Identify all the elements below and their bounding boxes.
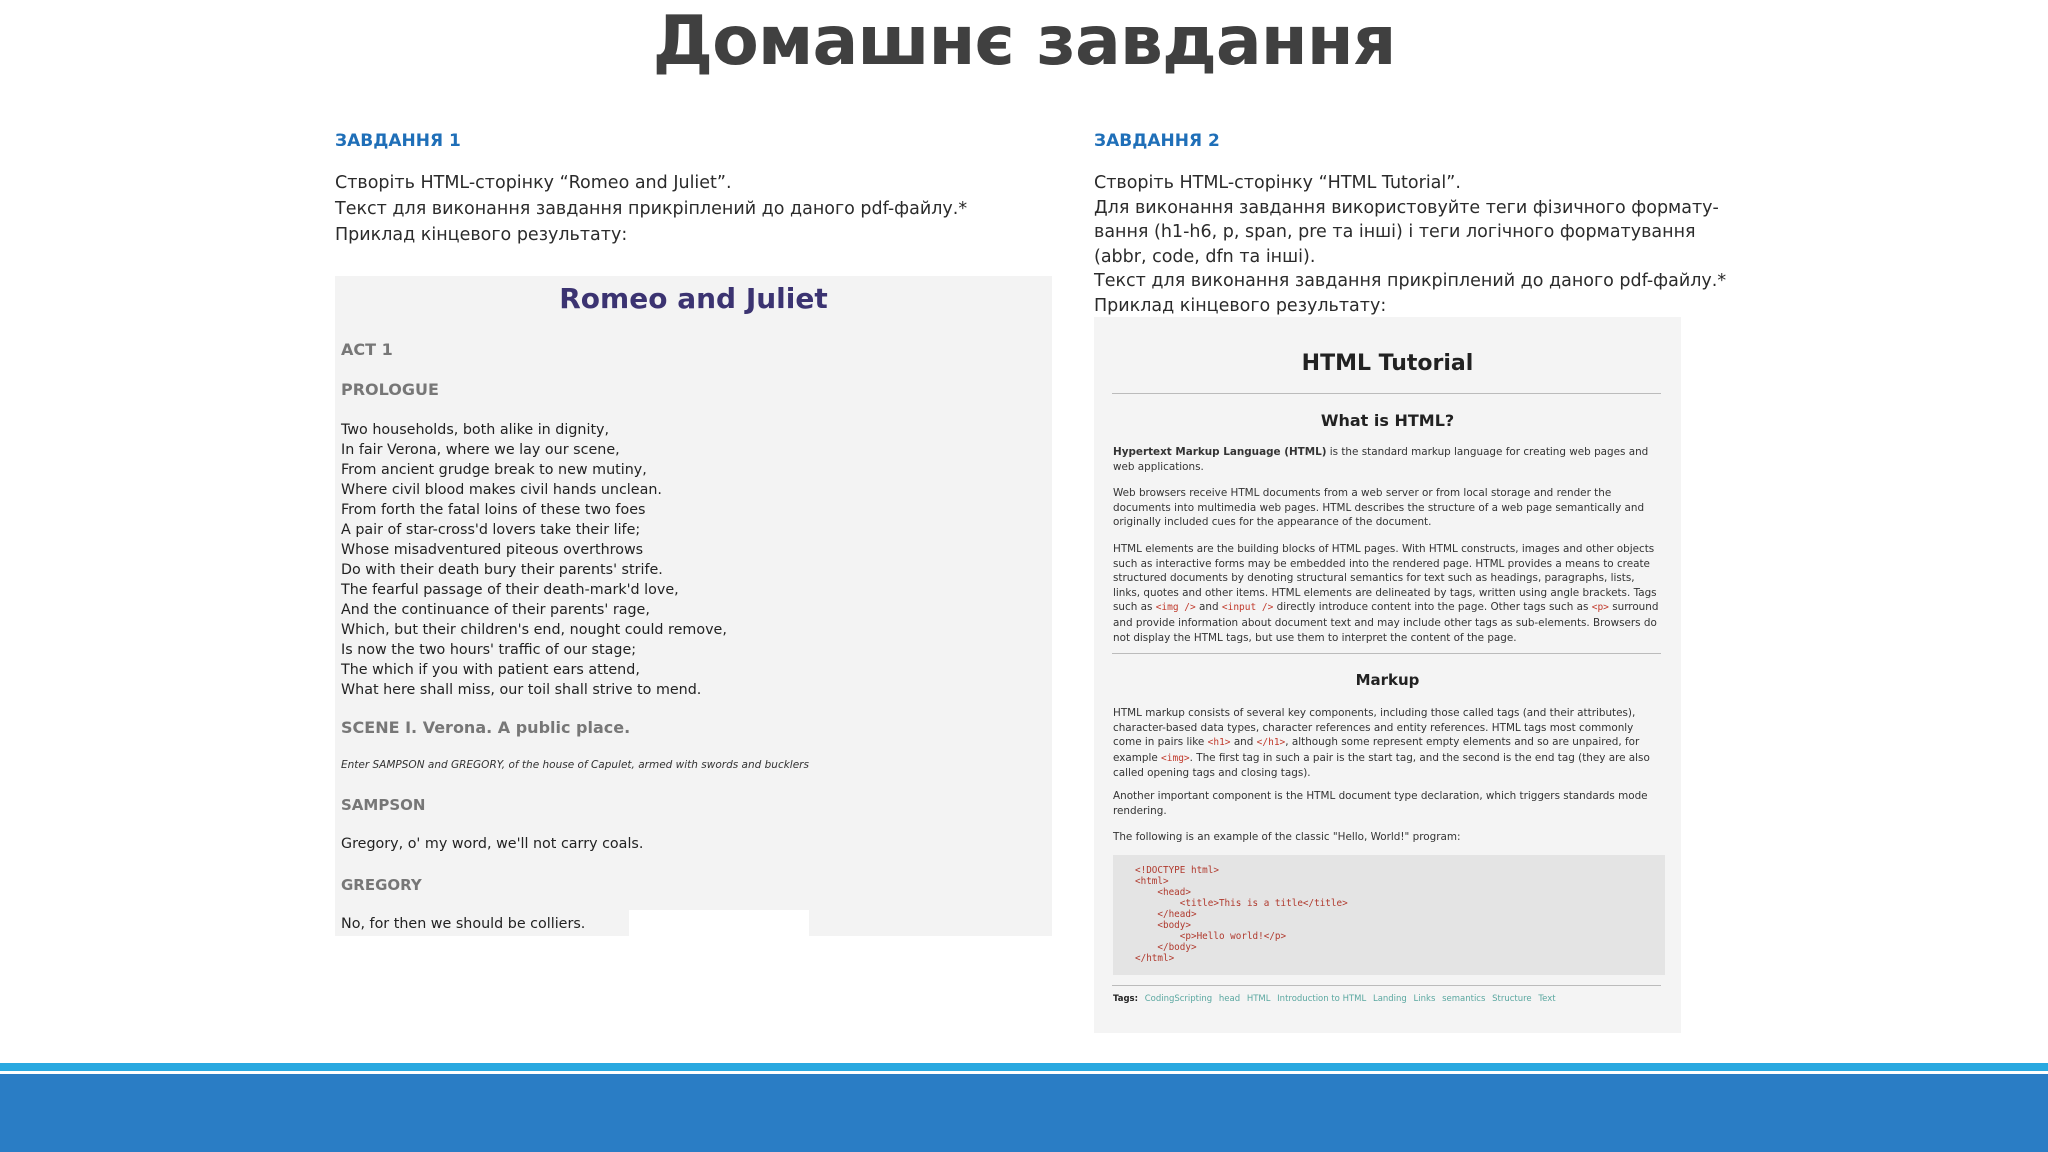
ht-paragraph: The following is an example of the classic "Hello, World!" program: <box>1113 831 1461 843</box>
footer-band <box>0 1074 2048 1152</box>
rj-verse-line: Do with their death bury their parents' strife. <box>341 562 663 578</box>
rj-verse-line: Two households, both alike in dignity, <box>341 422 610 438</box>
slide-title: Домашнє завдання <box>652 2 1396 81</box>
ht-code-line: <p>Hello world!</p> <box>1135 931 1287 942</box>
ht-divider <box>1112 985 1661 986</box>
romeo-juliet-preview <box>335 276 1052 936</box>
task2-line: Створіть HTML-сторінку “HTML Tutorial”. <box>1094 173 1461 193</box>
rj-verse-line: Where civil blood makes civil hands unclean. <box>341 482 662 498</box>
ht-paragraph <box>1113 445 1661 474</box>
ht-text: directly introduce content into the page. Other tags such as <box>1273 601 1592 614</box>
ht-tag-link[interactable]: Introduction to HTML <box>1277 994 1367 1004</box>
ht-tag-link[interactable]: Landing <box>1372 994 1407 1004</box>
rj-speech: No, for then we should be colliers. <box>341 916 586 932</box>
rj-title: Romeo and Juliet <box>559 282 828 315</box>
task2-line: вання (h1-h6, p, span, pre та інші) і теги логічного форматування <box>1094 222 1696 242</box>
ht-code-line: <head> <box>1135 887 1191 898</box>
ht-paragraph: Web browsers receive HTML documents from a web server or from local storage and render the documents into multimedia web pages. HTML describes the structure of a web page semantically and originally included cues for the appearance of the document. <box>1113 487 1645 529</box>
rj-verse-line: The fearful passage of their death-mark'd love, <box>341 582 679 598</box>
ht-text: HTML elements are the building blocks of HTML pages. With HTML constructs, images and other objects such as interactive forms may be embedded into the rendered page. HTML provides a means to create structured documents by denoting structural semantics for text such as headings, paragraphs, lists, links, quotes and other items. HTML elements are delineated by tags, written using angle brackets. Tags such as <box>1113 543 1657 614</box>
ht-tag-link[interactable]: Links <box>1413 994 1436 1004</box>
task2-line: (abbr, code, dfn та інші). <box>1094 246 1316 267</box>
ht-inline-code: <input /> <box>1221 602 1274 614</box>
rj-verse-line: Whose misadventured piteous overthrows <box>341 542 644 558</box>
ht-text: surround and provide information about document text and may include other tags as sub-elements. Browsers do not display the HTML tags, but use them to interpret the content of the page. <box>1113 601 1659 644</box>
ht-tags-label: Tags: <box>1113 994 1138 1004</box>
rj-prologue-heading: PROLOGUE <box>341 380 439 399</box>
ht-tag-link[interactable]: CodingScripting <box>1144 994 1213 1004</box>
task1-text <box>335 170 967 248</box>
ht-text: and <box>1230 736 1257 749</box>
ht-code-line: </head> <box>1135 909 1197 920</box>
ht-inline-code: <img /> <box>1155 602 1196 614</box>
ht-text: , although some represent empty elements and so are unpaired, for example <box>1113 736 1640 764</box>
ht-tag-link[interactable]: semantics <box>1442 994 1486 1004</box>
ht-paragraph <box>1113 542 1661 645</box>
ht-inline-code: <p> <box>1591 602 1609 614</box>
ht-section-heading: What is HTML? <box>1320 411 1455 430</box>
task1-line: Текст для виконання завдання прикріплений до даного pdf-файлу.* <box>335 199 968 219</box>
ht-code-line: </body> <box>1135 942 1197 953</box>
ht-code-line: <html> <box>1135 876 1169 887</box>
ht-code-block <box>1113 855 1665 975</box>
ht-paragraph: Another important component is the HTML document type declaration, which triggers standards mode rendering. <box>1113 790 1648 817</box>
rj-verse-line: Is now the two hours' traffic of our stage; <box>341 642 637 658</box>
task2-line: Приклад кінцевого результату: <box>1094 295 1387 316</box>
task2-line: Текст для виконання завдання прикріплений до даного pdf-файлу.* <box>1094 271 1727 291</box>
rj-verse-line: What here shall miss, our toil shall strive to mend. <box>341 682 702 698</box>
ht-paragraph <box>1113 706 1661 781</box>
ht-divider <box>1112 653 1661 654</box>
rj-verse-line: The which if you with patient ears attend, <box>341 662 640 678</box>
ht-section-heading: Markup <box>1355 671 1420 689</box>
ht-divider <box>1112 393 1661 394</box>
rj-act-heading: ACT 1 <box>341 340 393 359</box>
rj-verse-line: Which, but their children's end, nought could remove, <box>341 622 727 638</box>
rj-verse-line: In fair Verona, where we lay our scene, <box>341 442 620 458</box>
rj-white-patch <box>629 910 809 936</box>
task2-line: Для виконання завдання використовуйте теги фізичного формату- <box>1094 197 1719 218</box>
ht-text: HTML markup consists of several key components, including those called tags (and their attributes), character-based data types, character references and entity references. HTML tags most commonly come in pairs like <box>1113 707 1636 749</box>
task1-line: Створіть HTML-сторінку “Romeo and Juliet”. <box>335 173 732 193</box>
ht-text: is the standard markup language for creating web pages and web applications. <box>1113 446 1649 473</box>
ht-tags <box>1113 994 1556 1004</box>
ht-inline-code: </h1> <box>1256 737 1286 749</box>
ht-tag-link[interactable]: Text <box>1538 994 1556 1004</box>
task2-heading: ЗАВДАННЯ 2 <box>1094 131 1220 151</box>
rj-verse <box>341 420 727 700</box>
task1-heading: ЗАВДАННЯ 1 <box>335 131 461 151</box>
ht-term: Hypertext Markup Language (HTML) <box>1113 446 1327 458</box>
ht-inline-code: <h1> <box>1207 737 1231 749</box>
rj-verse-line: From forth the fatal loins of these two foes <box>341 502 646 518</box>
ht-title: HTML Tutorial <box>1301 351 1474 376</box>
rj-speaker: GREGORY <box>341 876 422 894</box>
rj-speaker: SAMPSON <box>341 796 426 814</box>
ht-code-line: </html> <box>1135 953 1175 964</box>
ht-tag-link[interactable]: HTML <box>1246 994 1271 1004</box>
html-tutorial-preview <box>1094 317 1681 1033</box>
task1-line: Приклад кінцевого результату: <box>335 225 628 245</box>
rj-speech: Gregory, o' my word, we'll not carry coals. <box>341 836 644 852</box>
ht-code-line: <body> <box>1135 920 1191 931</box>
task2-text <box>1094 171 1726 318</box>
rj-verse-line: And the continuance of their parents' rage, <box>341 602 650 618</box>
ht-text: and <box>1195 601 1222 614</box>
rj-verse-line: From ancient grudge break to new mutiny, <box>341 462 647 478</box>
footer-accent-line <box>0 1063 2048 1071</box>
ht-text: . The first tag in such a pair is the start tag, and the second is the end tag (they are also called opening tags and closing tags). <box>1113 751 1650 780</box>
rj-scene-heading: SCENE I. Verona. A public place. <box>341 718 631 737</box>
ht-inline-code: <img> <box>1161 752 1190 764</box>
ht-tag-link[interactable]: Structure <box>1492 994 1532 1004</box>
ht-tag-link[interactable]: head <box>1218 994 1241 1004</box>
ht-code-line: <!DOCTYPE html> <box>1135 865 1219 876</box>
rj-stage-direction: Enter SAMPSON and GREGORY, of the house of Capulet, armed with swords and bucklers <box>341 759 809 771</box>
ht-code-line: <title>This is a title</title> <box>1135 898 1348 909</box>
rj-verse-line: A pair of star-cross'd lovers take their life; <box>341 522 641 538</box>
